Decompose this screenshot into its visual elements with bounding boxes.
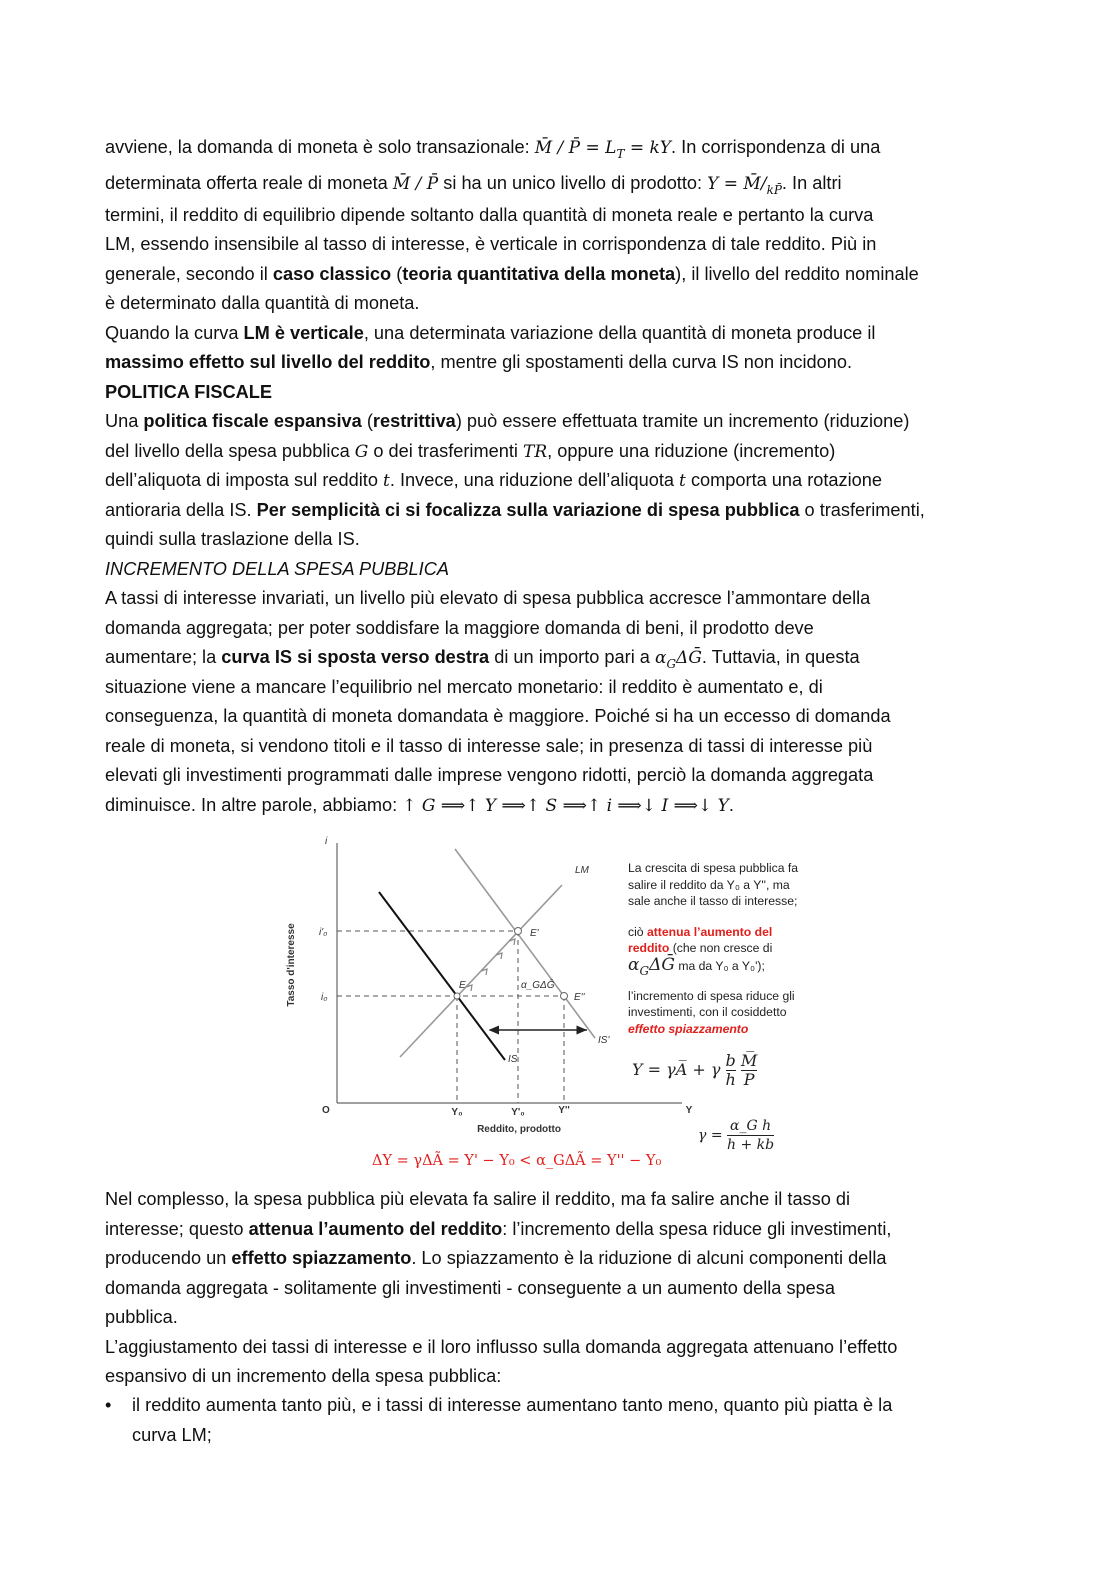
text-line: [105, 378, 925, 408]
y-axis-label: Tasso d'interesse: [286, 923, 297, 1007]
denominator: h: [725, 1070, 736, 1089]
text-run: (che non cresce di: [669, 941, 773, 956]
text-run: . Lo spiazzamento è la riduzione di alcuni componenti della: [411, 1248, 887, 1268]
body-text-top: [105, 133, 925, 820]
point-e-second: [561, 993, 568, 1000]
text-line: [628, 893, 798, 910]
text-line: [105, 614, 925, 644]
y-axis-name: i: [325, 836, 328, 847]
text-line: [628, 910, 798, 924]
text-line: [105, 1185, 897, 1215]
text-line: [105, 702, 925, 732]
text-run: termini, il reddito di equilibrio dipende soltanto dalla quantità di moneta reale e pertanto la curva: [105, 204, 874, 225]
tick-y0: Y₀: [451, 1107, 463, 1118]
text-line: [628, 1004, 798, 1021]
text-run: sale anche il tasso di interesse;: [628, 894, 798, 909]
text-run: ciò: [628, 924, 647, 939]
equation-gamma-lhs: γ =: [698, 1127, 723, 1144]
text-line: [105, 407, 925, 437]
fraction-m-p: [741, 1052, 757, 1089]
shift-label: α_GΔḠ: [521, 980, 555, 991]
adjustment-arrows: [466, 939, 515, 991]
text-line: [105, 643, 925, 673]
text-line: [105, 1303, 897, 1333]
text-run: aumentare; la: [105, 647, 222, 667]
text-line: [105, 761, 925, 791]
text-run: elevati gli investimenti programmati dalle imprese vengono ridotti, perciò la domanda aggregata: [105, 765, 874, 785]
text-run: generale, secondo il: [105, 263, 273, 284]
bullet-list: [105, 1391, 892, 1450]
text-run: di un importo pari a: [489, 647, 655, 667]
guide-lines: [337, 931, 564, 1103]
text-run: (: [391, 263, 403, 284]
emphasis-text: curva IS si sposta verso destra: [221, 647, 490, 667]
text-run: pubblica.: [105, 1307, 178, 1327]
is-prime-label: IS': [598, 1035, 610, 1046]
text-run: L’aggiustamento dei tassi di interesse e il loro influsso sulla domanda aggregata attenuano l’effetto: [105, 1336, 898, 1357]
denominator: P̅: [743, 1070, 755, 1089]
emphasis-text: attenua l’aumento del reddito: [248, 1218, 503, 1239]
math-text: = kY: [624, 138, 672, 158]
emphasis-text: caso classico: [272, 263, 392, 284]
text-run: LM, essendo insensibile al tasso di interesse, è verticale in corrispondenza di tale reddito. Più in: [105, 234, 877, 254]
equation-income-lhs: Y = γA̅ + γ: [632, 1060, 721, 1079]
emphasis-text: restrittiva: [372, 411, 456, 431]
body-text-bottom: [105, 1185, 897, 1392]
text-run: avviene, la domanda di moneta è solo transazionale:: [105, 137, 535, 157]
text-run: (: [361, 411, 373, 431]
text-run: . In corrispondenza di una: [671, 137, 881, 157]
text-line: [105, 1391, 892, 1421]
text-line: [105, 1244, 897, 1274]
point-e: [454, 993, 460, 999]
numerator: M̅: [740, 1051, 758, 1070]
equation-multiplier-comparison: ΔY = γΔÃ = Y' − Y₀ < α_GΔÃ = Y'' − Y₀: [372, 1153, 662, 1169]
emphasis-text: massimo effetto sul livello del reddito: [105, 352, 431, 372]
text-run: La crescita di spesa pubblica fa: [628, 861, 799, 875]
bullet-icon: •: [105, 1395, 112, 1415]
text-run: Una: [105, 411, 144, 431]
text-run: ) può essere effettuata tramite un incremento (riduzione): [455, 411, 910, 431]
emphasis-text: reddito: [628, 941, 670, 956]
is-label: IS: [508, 1054, 518, 1065]
text-line: [105, 1333, 897, 1363]
math-text: t: [679, 471, 686, 491]
point-e-prime: [515, 928, 522, 935]
text-line: [105, 673, 925, 703]
text-run: : l’incremento della spesa riduce gli investimenti,: [502, 1218, 892, 1239]
text-run: domanda aggregata - solitamente gli investimenti - conseguente a un aumento della spesa: [105, 1277, 835, 1298]
text-run: o trasferimenti,: [799, 499, 925, 520]
text-line: [628, 924, 798, 941]
origin-label: O: [322, 1105, 330, 1116]
math-text: M̄ / P̄: [392, 173, 439, 194]
emphasis-text: POLITICA FISCALE: [105, 381, 273, 402]
text-run: dell’aliquota di imposta sul reddito: [105, 470, 384, 490]
text-run: antioraria della IS.: [105, 499, 257, 520]
text-run: situazione viene a mancare l’equilibrio nel mercato monetario: il reddito è aumentato e, di: [105, 676, 823, 697]
text-line: [628, 1021, 798, 1038]
text-run: ), il livello del reddito nominale: [675, 263, 919, 284]
text-run: producendo un: [105, 1248, 232, 1268]
math-text: M̄ / P̄ = L: [534, 138, 617, 158]
text-run: interesse; questo: [105, 1218, 249, 1239]
text-run: curva LM;: [132, 1424, 212, 1445]
is-prime-curve: [455, 849, 595, 1038]
tick-i0: i₀: [321, 992, 328, 1003]
text-run: Nel complesso, la spesa pubblica più elevata fa salire il reddito, ma fa salire anche il tasso di: [105, 1189, 851, 1209]
text-run: del livello della spesa pubblica: [105, 440, 355, 461]
numerator: α_G h: [727, 1117, 774, 1136]
text-line: [105, 525, 925, 555]
lm-label: LM: [575, 865, 589, 876]
text-run: salire il reddito da Y₀ a Y'', ma: [628, 877, 790, 892]
text-run: determinata offerta reale di moneta: [105, 172, 393, 193]
math-text: Y = M̄/: [707, 173, 767, 194]
text-run: . In altri: [781, 172, 842, 193]
text-run: l’incremento di spesa riduce gli: [628, 988, 795, 1003]
text-line: [105, 791, 925, 821]
emphasis-text: teoria quantitativa della moneta: [402, 263, 676, 284]
text-run: , oppure una riduzione (incremento): [547, 440, 836, 461]
text-line: [105, 163, 925, 201]
is-lm-diagram: [280, 830, 830, 1180]
math-text: G: [666, 657, 677, 671]
text-run: domanda aggregata; per poter soddisfare la maggiore domanda di beni, il prodotto deve: [105, 617, 814, 638]
math-text: G: [639, 963, 650, 978]
text-run: . Invece, una riduzione dell’aliquota: [389, 470, 680, 490]
math-text: α: [628, 954, 640, 975]
text-line: [105, 319, 925, 349]
tick-y0-prime: Y'₀: [511, 1107, 525, 1118]
math-text: ↑ G ⟹↑ Y ⟹↑ S ⟹↑ i ⟹↓ I ⟹↓ Y: [402, 795, 729, 816]
emphasis-text: attenua l’aumento del: [646, 924, 773, 939]
emphasis-text: LM è verticale: [243, 322, 364, 343]
text-line: [105, 555, 925, 585]
text-line: [105, 133, 925, 163]
x-axis-name: Y: [685, 1105, 693, 1116]
text-run: conseguenza, la quantità di moneta domandata è maggiore. Poiché si ha un eccesso di domanda: [105, 706, 891, 726]
text-run: espansivo di un incremento della spesa pubblica:: [105, 1366, 502, 1386]
point-e-second-label: E'': [574, 992, 585, 1003]
fraction-b-h: [726, 1052, 736, 1089]
text-run: INCREMENTO DELLA SPESA PUBBLICA: [105, 558, 449, 579]
math-text: α: [654, 648, 667, 668]
tick-y-second: Y'': [558, 1105, 570, 1116]
denominator: h + kb: [727, 1137, 775, 1153]
text-line: [105, 230, 925, 260]
text-line: [105, 1421, 892, 1451]
text-line: [105, 289, 925, 319]
math-text: t: [383, 471, 390, 491]
fraction-gamma: [727, 1117, 774, 1154]
text-run: .: [728, 794, 734, 815]
numerator: b: [725, 1051, 736, 1070]
text-line: [628, 860, 798, 877]
text-line: [105, 466, 925, 496]
math-text: kP̄: [766, 182, 782, 197]
math-text: T: [616, 147, 625, 161]
text-line: [628, 988, 798, 1005]
text-run: comporta una rotazione: [685, 470, 883, 490]
emphasis-text: politica fiscale espansiva: [143, 411, 362, 431]
math-text: TR: [522, 441, 548, 462]
text-line: [105, 1274, 897, 1304]
emphasis-text: effetto spiazzamento: [231, 1248, 412, 1268]
text-run: A tassi di interesse invariati, un livello più elevato di spesa pubblica accresce l’ammontare della: [105, 588, 871, 608]
text-line: [105, 437, 925, 467]
point-e-label: E: [459, 980, 466, 991]
text-line: [105, 260, 925, 290]
text-run: . Tuttavia, in questa: [701, 647, 860, 667]
text-line: [628, 974, 798, 988]
text-line: [105, 584, 925, 614]
text-run: , mentre gli spostamenti della curva IS non incidono.: [430, 352, 852, 372]
text-line: [105, 1215, 897, 1245]
x-axis-label: Reddito, prodotto: [477, 1124, 561, 1135]
text-run: è determinato dalla quantità di moneta.: [105, 293, 420, 313]
math-text: ΔḠ: [676, 648, 702, 668]
text-line: [105, 732, 925, 762]
math-text: G: [354, 441, 369, 462]
text-line: [105, 348, 925, 378]
text-run: o dei trasferimenti: [368, 440, 523, 461]
tick-i0-prime: i'₀: [319, 927, 328, 938]
emphasis-text: Per semplicità ci si focalizza sulla variazione di spesa pubblica: [256, 499, 800, 520]
text-run: si ha un unico livello di prodotto:: [438, 172, 708, 193]
text-run: quindi sulla traslazione della IS.: [105, 529, 360, 549]
text-line: [628, 954, 798, 978]
text-line: [628, 877, 798, 894]
figure-annotation: [628, 860, 798, 1037]
text-line: [105, 201, 925, 231]
emphasis-text: effetto spiazzamento: [628, 1021, 749, 1036]
text-run: diminuisce. In altre parole, abbiamo:: [105, 794, 403, 815]
text-run: ma da Y₀ a Y₀');: [674, 958, 765, 973]
text-run: reale di moneta, si vendono titoli e il tasso di interesse sale; in presenza di tassi di interesse più: [105, 735, 873, 756]
text-run: Quando la curva: [105, 322, 244, 343]
list-item: [105, 1391, 892, 1450]
equation-gamma: [698, 1117, 774, 1154]
is-curve: [379, 892, 505, 1060]
math-text: ΔḠ: [649, 954, 675, 975]
text-run: , una determinata variazione della quantità di moneta produce il: [363, 322, 876, 343]
equation-income: [632, 1052, 757, 1089]
text-line: [105, 1362, 897, 1392]
point-e-prime-label: E': [530, 928, 539, 939]
text-run: il reddito aumenta tanto più, e i tassi di interesse aumentano tanto meno, quanto più piatta è la: [132, 1395, 893, 1415]
text-run: investimenti, con il cosiddetto: [628, 1005, 787, 1020]
text-line: [105, 496, 925, 526]
